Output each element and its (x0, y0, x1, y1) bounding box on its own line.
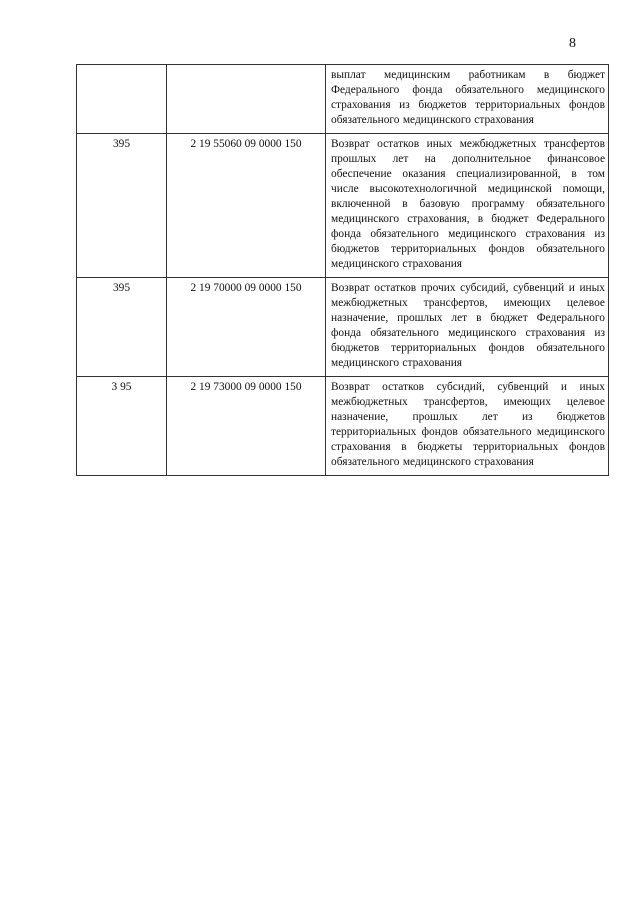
revenue-name-text: Возврат остатков субсидий, субвенций и иных межбюджетных трансфертов, имеющих целевое назначение, прошлых лет из бюджетов территориальных фондов обязательного медицинского страхования в бюджеты территориальных фондов обязательного медицинского страхования (331, 381, 605, 468)
revenue-name-cell (326, 377, 609, 476)
admin-code-cell: 3 95 (77, 377, 167, 476)
budget-code-cell: 2 19 73000 09 0000 150 (167, 377, 326, 476)
admin-code-cell (77, 65, 167, 134)
revenue-name-cell (326, 134, 609, 278)
revenue-name-cell (326, 65, 609, 134)
revenue-name-text: Возврат остатков иных межбюджетных трансфертов прошлых лет на дополнительное финансовое обеспечение оказания специализированной, в том числе высокотехнологичной медицинской помощи, включенной в базовую программу обязательного медицинского страхования, в бюджет Федерального фонда обязательного медицинского страхования из бюджетов территориальных фондов обязательного медицинского страхования (331, 138, 605, 270)
table-row (77, 377, 609, 476)
table-row (77, 65, 609, 134)
budget-codes-table (76, 64, 609, 476)
admin-code-cell: 395 (77, 278, 167, 377)
table-row (77, 134, 609, 278)
revenue-name-cell (326, 278, 609, 377)
budget-code-cell: 2 19 55060 09 0000 150 (167, 134, 326, 278)
revenue-name-text: выплат медицинским работникам в бюджет Федерального фонда обязательного медицинского страхования из бюджетов территориальных фондов обязательного медицинского страхования (331, 69, 605, 126)
page-number: 8 (569, 36, 576, 51)
budget-code-cell (167, 65, 326, 134)
budget-code-cell: 2 19 70000 09 0000 150 (167, 278, 326, 377)
admin-code-cell: 395 (77, 134, 167, 278)
table-row (77, 278, 609, 377)
revenue-name-text: Возврат остатков прочих субсидий, субвенций и иных межбюджетных трансфертов, имеющих целевое назначение, прошлых лет в бюджет Федерального фонда обязательного медицинского страхования из бюджетов территориальных фондов обязательного медицинского страхования (331, 282, 605, 369)
